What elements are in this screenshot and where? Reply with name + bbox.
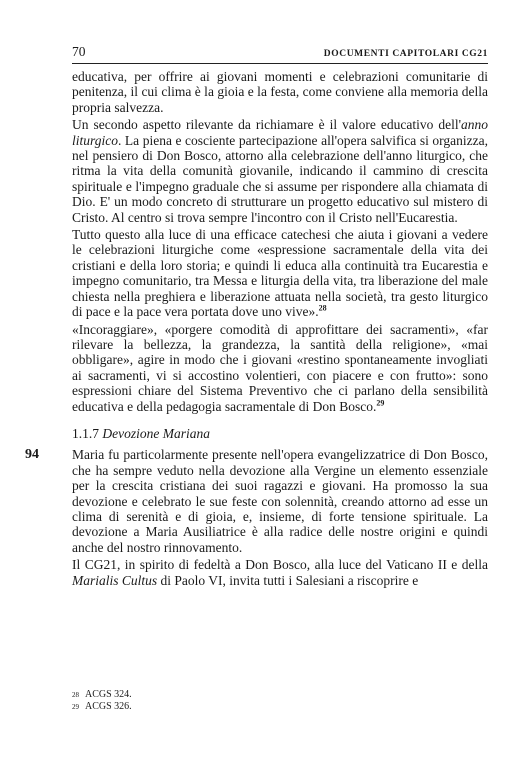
footnote-ref: 28 — [318, 303, 327, 313]
section-heading — [72, 426, 488, 441]
paragraph: Un secondo aspetto rilevante da richiamare è il valore educativo dell'anno liturgico. La piena e cosciente partecipazione all'opera salvifica si organizza, nel pensiero di Don Bosco, attorno alla celebrazione dell'anno liturgico, che ritma la vita della comunità giovanile, indicando il cammino di crescita spirituale e l'impegno graduale che si assume per rispondere alla chiamata di Dio. E' un modo concreto di strutturare un progetto educativo sul mistero di Cristo. Al centro si trova sempre l'incontro con il Cristo nell'Eucarestia. — [72, 117, 488, 225]
section-title: Devozione Mariana — [102, 425, 210, 441]
footnote: 29 ACGS 326. — [72, 701, 132, 712]
footnote-ref: 29 — [376, 398, 385, 408]
paragraph: «Incoraggiare», «porgere comodità di approfittare dei sacramenti», «far rilevare la bellezza, la grandezza, la santità della religione», «mai obbligare», agire in modo che i giovani «restino spontaneamente invogliati ai sacramenti, vi si accostino volentieri, con piacere e con frutto»: sono espressioni chiare del Sistema Preventivo che ci parlano della sensibilità educativa e della pedagogia sacramentale di Don Bosco.$^{29}$ — [72, 321, 488, 414]
running-head: DOCUMENTI CAPITOLARI CG21 — [323, 49, 488, 59]
section-number: 1.1.7 — [72, 425, 99, 441]
header-rule — [72, 63, 488, 64]
paragraph: educativa, per offrire ai giovani momenti e celebrazioni comunitarie di penitenza, il cui clima è la gioia e la festa, come conviene alla memoria della propria salvezza. — [72, 69, 488, 115]
body-text — [25, 69, 488, 590]
paragraph: Maria fu particolarmente presente nell'opera evangelizzatrice di Don Bosco, che ha sempre veduto nella devozione alla Vergine un elemento essenziale per la crescita cristiana dei suoi ragazzi e giovani. Ha promosso la sua devozione e celebrato le sue feste con solennità, creando attorno ad esse un clima di serenità e di gioia, e, insieme, di forte tensione spirituale. La devozione a Maria Ausiliatrice è alla radice delle nostre origini e quindi anche del nostro rinnovamento. — [72, 447, 488, 555]
paragraph: Tutto questo alla luce di una efficace catechesi che aiuta i giovani a vedere le celebrazioni liturgiche come «espressione sacramentale della vita dei cristiani e della loro storia; e quindi li educa alla continuità tra Eucarestia e impegno comunitario, tra Messa e liturgia della vita, tra liberazione del male chiesta nella preghiera e liberazione attuata nella società, tra gesto liturgico di pace e la pace vera portata dove uno vive».$^{28}$ — [72, 227, 488, 320]
footnote: 28 ACGS 324. — [72, 689, 132, 700]
page-header — [72, 44, 488, 60]
margin-paragraph-number: 94 — [25, 447, 39, 463]
paragraph: Il CG21, in spirito di fedeltà a Don Bosco, alla luce del Vaticano II e della Marialis Cultus di Paolo VI, invita tutti i Salesiani a riscoprire e — [72, 557, 488, 588]
page-number: 70 — [72, 44, 86, 59]
footnotes — [72, 689, 132, 713]
